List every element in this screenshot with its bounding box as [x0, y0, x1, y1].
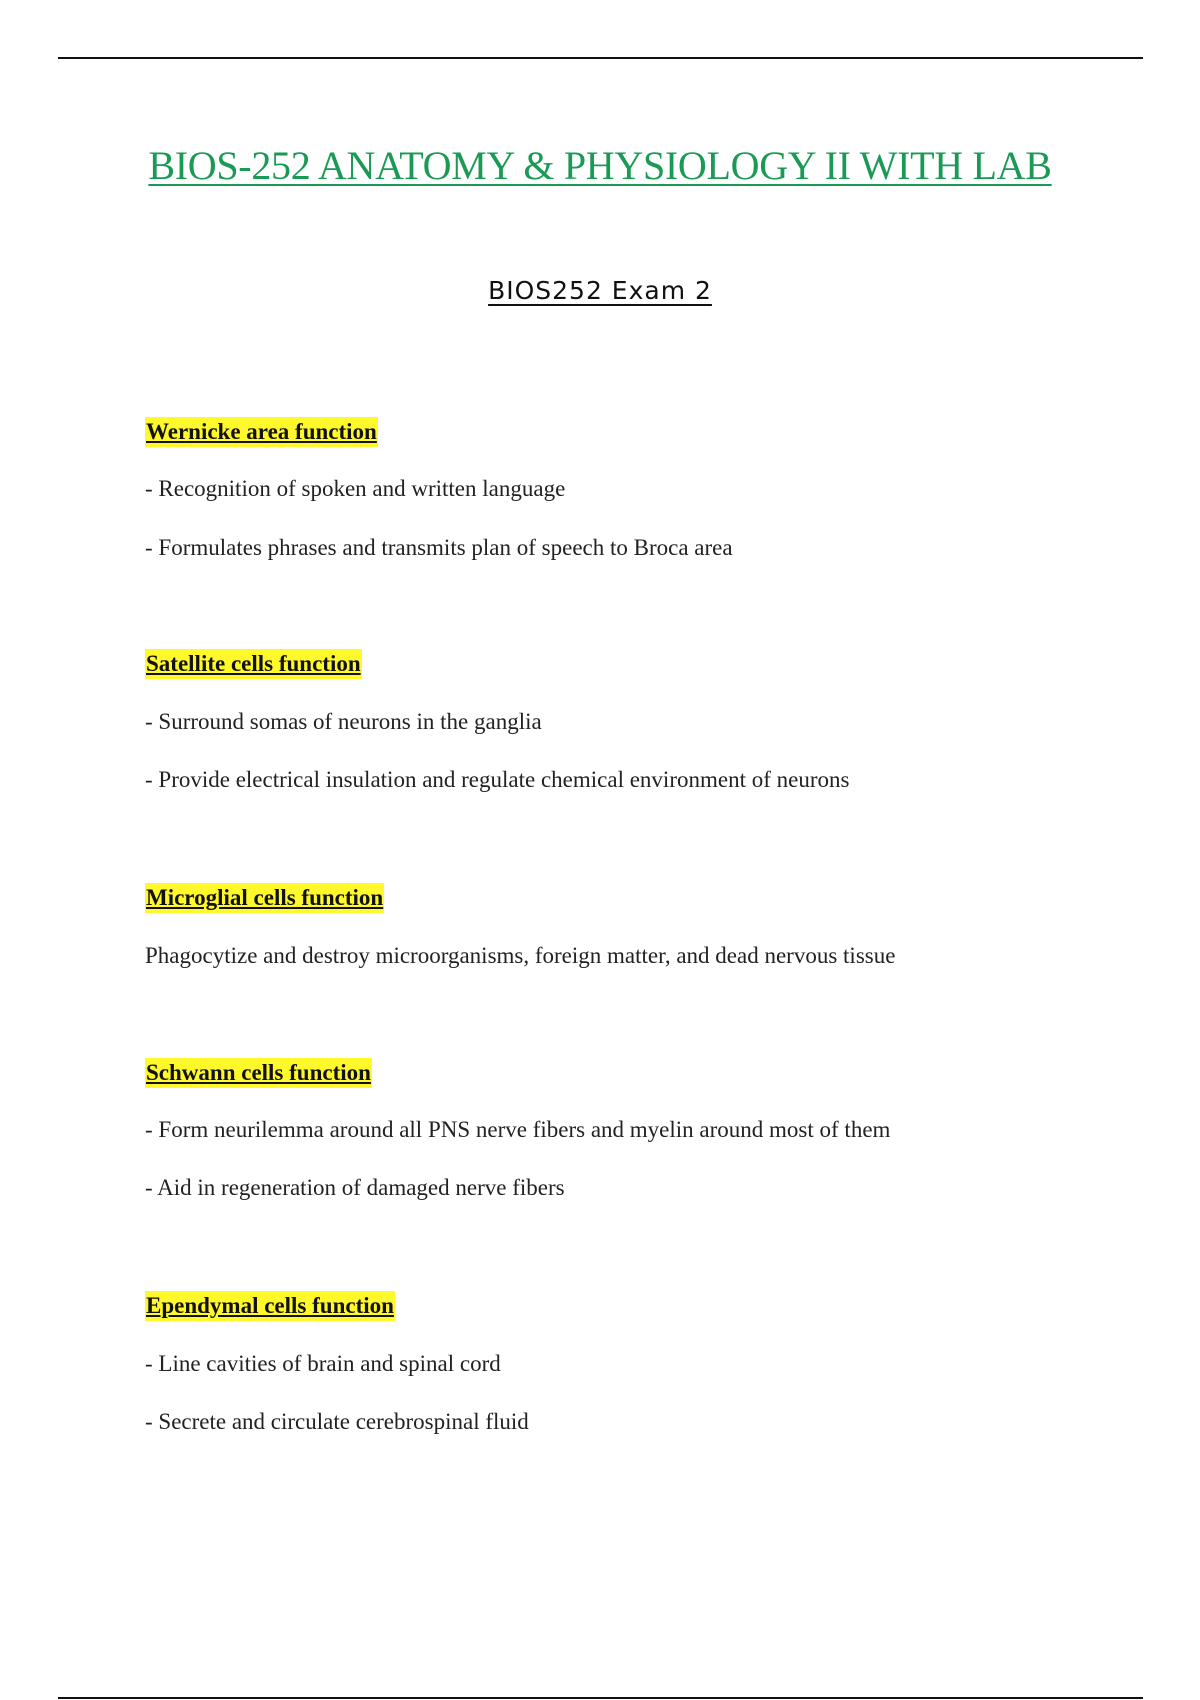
bottom-rule: [58, 1697, 1143, 1699]
section-line: - Provide electrical insulation and regulate chemical environment of neurons: [145, 767, 850, 792]
section-line: - Formulates phrases and transmits plan of speech to Broca area: [145, 535, 733, 560]
section-heading: Schwann cells function: [145, 1058, 372, 1088]
section-line: - Form neurilemma around all PNS nerve fibers and myelin around most of them: [145, 1117, 891, 1142]
document-subtitle: BIOS252 Exam 2: [488, 276, 712, 305]
section-line: - Aid in regeneration of damaged nerve fibers: [145, 1175, 565, 1200]
section-line: - Line cavities of brain and spinal cord: [145, 1351, 501, 1376]
document-title: BIOS-252 ANATOMY & PHYSIOLOGY II WITH LAB: [148, 143, 1052, 188]
section-heading: Satellite cells function: [145, 649, 362, 679]
section-heading: Microglial cells function: [145, 883, 384, 913]
section-line: - Recognition of spoken and written language: [145, 476, 566, 501]
section-heading: Wernicke area function: [145, 417, 378, 447]
section-line: - Surround somas of neurons in the ganglia: [145, 709, 542, 734]
top-rule: [58, 57, 1143, 59]
section-line: Phagocytize and destroy microorganisms, foreign matter, and dead nervous tissue: [145, 943, 896, 968]
section-heading: Ependymal cells function: [145, 1291, 395, 1321]
section-line: - Secrete and circulate cerebrospinal fluid: [145, 1409, 529, 1434]
